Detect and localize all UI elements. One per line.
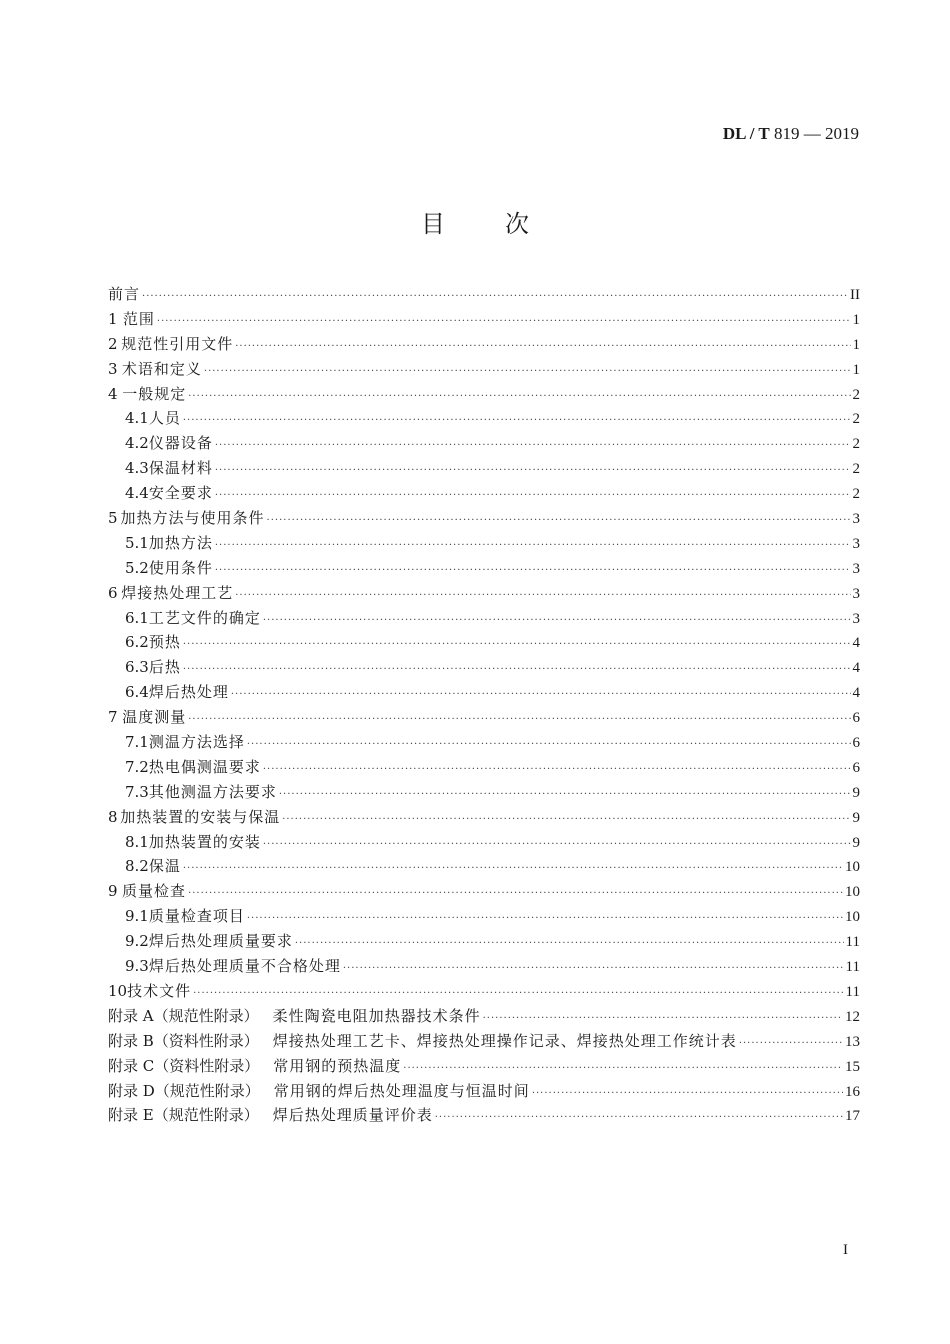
toc-entry[interactable] [108,406,860,431]
table-of-contents [108,282,860,1128]
toc-entry-number: 9.1 [125,907,149,926]
toc-entry-number: 附录 C（资料性附录） [108,1056,260,1075]
toc-leader-dots [231,683,851,708]
toc-entry-number: 9.2 [125,932,149,951]
toc-entry-label: 焊后热处理质量评价表 [272,1106,433,1125]
toc-leader-dots [263,758,851,783]
toc-entry-label: 焊接热处理工艺卡、焊接热处理操作记录、焊接热处理工作统计表 [272,1031,737,1050]
toc-entry-page: 9 [852,809,860,826]
toc-leader-dots [532,1082,843,1107]
toc-entry-label: 加热方法与使用条件 [120,509,265,528]
toc-entry-number: 3 [108,359,118,378]
toc-entry-number: 7.1 [125,733,149,752]
page-number: I [843,1242,848,1258]
toc-entry-number: 附录 E（规范性附录） [108,1106,259,1125]
toc-leader-dots [235,584,850,609]
toc-entry-page: 4 [852,660,860,677]
toc-leader-dots [183,857,843,882]
toc-entry-page: 2 [852,386,860,403]
document-code-prefix: DL / T [722,124,770,143]
toc-entry-number: 5.1 [125,533,149,552]
toc-entry[interactable] [108,954,860,979]
toc-leader-dots [188,708,850,733]
toc-entry-label: 人员 [148,409,181,428]
toc-entry-label: 预热 [148,633,181,652]
toc-leader-dots [215,459,851,484]
toc-entry-number: 9.3 [125,957,149,976]
toc-entry[interactable] [108,1054,860,1079]
toc-entry-page: 3 [852,560,860,577]
toc-entry[interactable] [108,307,860,332]
toc-leader-dots [188,882,843,907]
toc-entry-page: 1 [852,361,860,378]
toc-entry-label: 加热装置的安装 [148,832,261,851]
toc-entry-label: 焊后热处理质量要求 [148,932,293,951]
toc-entry-label: 加热装置的安装与保温 [120,807,281,826]
toc-entry[interactable] [108,854,860,879]
toc-entry-number: 附录 B（资料性附录） [108,1031,259,1050]
toc-entry[interactable] [108,904,860,929]
toc-entry-number: 7.2 [125,757,149,776]
page-title: 目次 [421,210,589,238]
toc-entry-page: 6 [852,735,860,752]
toc-entry[interactable] [108,531,860,556]
toc-entry[interactable] [108,1004,860,1029]
toc-entry-page: 2 [852,436,860,453]
toc-entry-label: 范围 [122,309,155,328]
toc-entry-page: 2 [852,411,860,428]
toc-entry-page: 3 [852,585,860,602]
toc-leader-dots [183,633,851,658]
toc-entry-number: 4.3 [125,459,149,478]
toc-entry[interactable] [108,382,860,407]
toc-entry[interactable] [108,1103,860,1128]
toc-entry-page: 9 [852,834,860,851]
toc-entry-number: 10 [108,981,128,1000]
toc-entry-page: 2 [852,486,860,503]
toc-entry-page: 11 [845,983,860,1000]
toc-entry[interactable] [108,805,860,830]
toc-entry[interactable] [108,830,860,855]
toc-entry-number: 4 [108,384,118,403]
toc-leader-dots [142,285,848,310]
toc-entry-label: 工艺文件的确定 [148,608,261,627]
toc-entry-page: 6 [852,710,860,727]
toc-entry-label: 测温方法选择 [148,733,245,752]
toc-entry-number: 8 [108,807,118,826]
toc-leader-dots [183,658,851,683]
toc-entry-label: 加热方法 [148,533,213,552]
toc-entry-page: 2 [852,461,860,478]
toc-entry[interactable] [108,357,860,382]
toc-entry[interactable] [108,630,860,655]
toc-entry[interactable] [108,506,860,531]
toc-entry-number: 4.2 [125,434,149,453]
toc-entry-number: 7.3 [125,782,149,801]
toc-entry-number: 6.3 [125,658,149,677]
toc-leader-dots [215,534,851,559]
toc-leader-dots [739,1032,843,1057]
toc-entry-label: 保温 [148,857,181,876]
toc-entry-label: 保温材料 [148,459,213,478]
toc-entry[interactable] [108,979,860,1004]
toc-leader-dots [435,1106,843,1131]
toc-entry-label: 焊后热处理 [148,683,229,702]
toc-entry-page: 1 [852,311,860,328]
toc-entry-page: 10 [845,909,860,926]
toc-entry-page: 10 [845,884,860,901]
toc-entry-label: 焊后热处理质量不合格处理 [148,957,341,976]
toc-entry-label: 使用条件 [148,558,213,577]
toc-leader-dots [343,957,844,982]
toc-leader-dots [204,360,851,385]
toc-entry[interactable] [108,680,860,705]
toc-entry[interactable] [108,929,860,954]
toc-leader-dots [295,932,844,957]
toc-entry-label: 技术文件 [127,981,192,1000]
toc-entry-label: 温度测量 [122,708,187,727]
toc-entry[interactable] [108,481,860,506]
toc-leader-dots [183,409,851,434]
toc-entry-page: 3 [852,511,860,528]
toc-entry[interactable] [108,581,860,606]
toc-entry[interactable] [108,1029,860,1054]
toc-entry-page: 3 [852,610,860,627]
toc-entry-page: 1 [852,336,860,353]
toc-entry-page: 13 [845,1033,860,1050]
toc-entry-number: 附录 A（规范性附录） [108,1006,259,1025]
toc-entry-page: 4 [852,635,860,652]
toc-entry-number: 9 [108,882,118,901]
toc-entry-number: 6.2 [125,633,149,652]
toc-entry[interactable] [108,730,860,755]
toc-entry-number: 4.1 [125,409,149,428]
toc-entry-number: 7 [108,708,118,727]
toc-entry-number: 6.4 [125,683,149,702]
toc-entry-label: 规范性引用文件 [121,334,234,353]
toc-entry-page: 6 [852,759,860,776]
toc-entry-page: 4 [852,685,860,702]
toc-leader-dots [235,335,850,360]
toc-entry-number: 6.1 [125,608,149,627]
document-code [723,124,859,144]
toc-entry-label: 焊接热处理工艺 [121,583,234,602]
toc-leader-dots [215,484,851,509]
toc-entry-label: 安全要求 [148,484,213,503]
toc-entry[interactable] [108,431,860,456]
toc-entry[interactable] [108,755,860,780]
toc-entry-number: 8.1 [125,832,149,851]
toc-entry[interactable] [108,456,860,481]
toc-entry[interactable] [108,780,860,805]
toc-entry-label: 其他测温方法要求 [148,782,277,801]
toc-entry-number: 8.2 [125,857,149,876]
toc-entry-number: 2 [108,334,118,353]
toc-entry-page: 12 [845,1008,860,1025]
toc-entry-page: 3 [852,535,860,552]
toc-entry-page: II [850,287,860,303]
document-code-number: 819 — 2019 [769,124,859,143]
toc-entry-number: 6 [108,583,118,602]
toc-entry-label: 一般规定 [122,384,187,403]
toc-entry-label: 常用钢的预热温度 [273,1056,402,1075]
toc-entry[interactable] [108,606,860,631]
toc-entry[interactable] [108,655,860,680]
toc-entry[interactable] [108,879,860,904]
toc-leader-dots [247,907,843,932]
toc-entry[interactable] [108,705,860,730]
toc-entry-label: 术语和定义 [121,359,202,378]
toc-leader-dots [157,310,851,335]
toc-entry-number: 4.4 [125,484,149,503]
toc-leader-dots [279,783,851,808]
toc-entry-page: 10 [845,859,860,876]
toc-entry[interactable] [108,282,860,307]
toc-entry-number: 1 [108,309,118,328]
toc-leader-dots [282,808,850,833]
toc-entry-label: 热电偶测温要求 [148,757,261,776]
toc-entry-number: 5.2 [125,558,149,577]
toc-entry-label: 常用钢的焊后热处理温度与恒温时间 [273,1081,530,1100]
toc-entry-label: 柔性陶瓷电阻加热器技术条件 [272,1006,481,1025]
toc-entry-page: 11 [845,959,860,976]
toc-entry-page: 16 [845,1083,860,1100]
toc-leader-dots [267,509,851,534]
toc-leader-dots [263,609,851,634]
toc-entry-label: 质量检查 [122,882,187,901]
toc-entry-number: 附录 D（规范性附录） [108,1081,260,1100]
toc-leader-dots [215,434,851,459]
toc-entry[interactable] [108,1079,860,1104]
toc-entry-label: 质量检查项目 [148,907,245,926]
toc-entry-number: 5 [108,509,118,528]
toc-entry-page: 9 [852,784,860,801]
toc-entry-page: 17 [845,1108,860,1125]
toc-entry-label: 仪器设备 [148,434,213,453]
toc-entry-page: 15 [845,1058,860,1075]
toc-entry-page: 11 [845,934,860,951]
toc-entry-label: 前言 [108,285,141,303]
toc-leader-dots [188,385,850,410]
toc-leader-dots [215,559,851,584]
toc-leader-dots [247,733,851,758]
toc-leader-dots [263,833,851,858]
toc-entry[interactable] [108,332,860,357]
toc-entry-label: 后热 [148,658,181,677]
toc-entry[interactable] [108,556,860,581]
